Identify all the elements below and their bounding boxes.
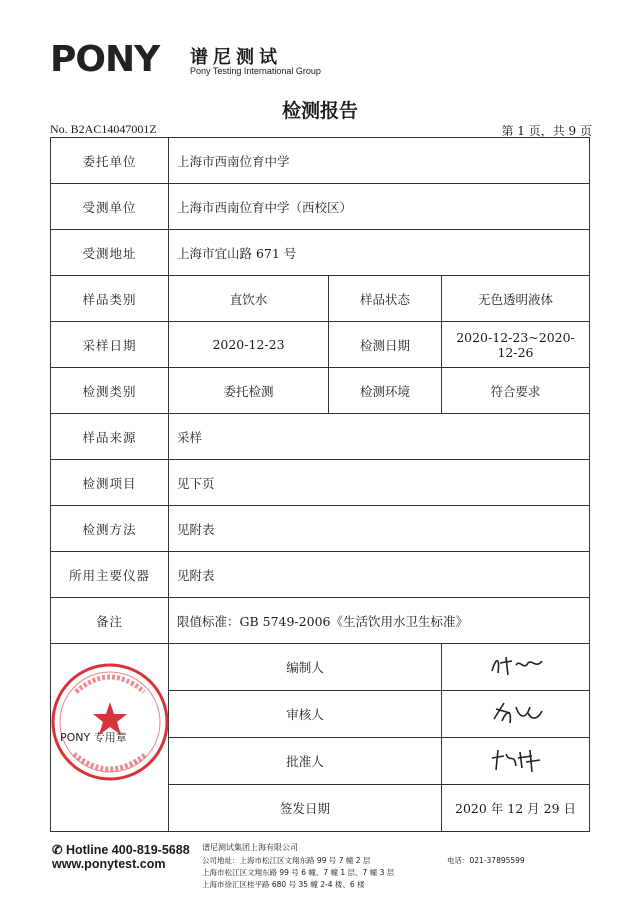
footer-address-3: 上海市徐汇区桂平路 680 号 35 幢 2-4 楼、6 楼 [202, 880, 365, 889]
pony-logo [50, 40, 190, 76]
company-name-en: Pony Testing International Group [190, 66, 321, 76]
table-row [51, 230, 590, 276]
report-title: 检测报告 [281, 100, 358, 122]
instruments-value: 见附表 [169, 552, 590, 598]
approved-by-signature [442, 738, 590, 785]
compiled-by-signature [442, 644, 590, 691]
client-label: 委托单位 [51, 138, 169, 184]
website[interactable]: www.ponytest.com [52, 857, 166, 871]
table-row [51, 552, 590, 598]
footer-company: 谱尼测试集团上海有限公司 [202, 843, 298, 852]
table-row [51, 276, 590, 322]
sample-category-value: 直饮水 [169, 276, 329, 322]
tested-address-value: 上海市宜山路 671 号 [169, 230, 590, 276]
sample-source-value: 采样 [169, 414, 590, 460]
footer-address-1: 公司地址：上海市松江区文翔东路 99 号 7 幢 2 层 [202, 856, 371, 865]
phone-icon: ✆ [52, 843, 63, 857]
sampling-date-value: 2020-12-23 [169, 322, 329, 368]
test-env-label: 检测环境 [329, 368, 442, 414]
test-env-value: 符合要求 [442, 368, 590, 414]
tested-address-label: 受测地址 [51, 230, 169, 276]
issue-date-value: 2020 年 12 月 29 日 [442, 785, 590, 832]
test-date-value: 2020-12-23~2020-12-26 [442, 322, 590, 368]
seal-label: PONY 专用章 [60, 731, 127, 744]
report-number: No. B2AC14047001Z [50, 122, 157, 136]
test-items-label: 检测项目 [51, 460, 169, 506]
test-items-value: 见下页 [169, 460, 590, 506]
issue-date-label: 签发日期 [169, 785, 442, 832]
logo-text: PONY [50, 40, 160, 76]
table-row [51, 184, 590, 230]
tested-unit-label: 受测单位 [51, 184, 169, 230]
sample-state-label: 样品状态 [329, 276, 442, 322]
table-row [51, 598, 590, 644]
footer-phone: 电话：021-37895599 [447, 856, 525, 865]
test-type-value: 委托检测 [169, 368, 329, 414]
test-method-label: 检测方法 [51, 506, 169, 552]
signature-image [486, 653, 546, 679]
test-type-label: 检测类别 [51, 368, 169, 414]
table-row [51, 368, 590, 414]
sample-state-value: 无色透明液体 [442, 276, 590, 322]
reviewed-by-label: 审核人 [169, 691, 442, 738]
hotline [52, 842, 190, 857]
sample-source-label: 样品来源 [51, 414, 169, 460]
signature-image [486, 699, 546, 727]
test-method-value: 见附表 [169, 506, 590, 552]
table-row [51, 322, 590, 368]
company-name-cn: 谱尼测试 [190, 47, 282, 68]
instruments-label: 所用主要仪器 [51, 552, 169, 598]
official-seal [50, 662, 170, 782]
page-info: 第 1 页，共 9 页 [501, 124, 592, 138]
remarks-label: 备注 [51, 598, 169, 644]
tested-unit-value: 上海市西南位育中学（西校区） [169, 184, 590, 230]
compiled-by-label: 编制人 [169, 644, 442, 691]
sample-category-label: 样品类别 [51, 276, 169, 322]
approved-by-label: 批准人 [169, 738, 442, 785]
hotline-text: Hotline 400-819-5688 [65, 843, 190, 857]
signature-image [486, 746, 546, 774]
reviewed-by-signature [442, 691, 590, 738]
table-row [51, 414, 590, 460]
client-value: 上海市西南位育中学 [169, 138, 590, 184]
footer-address-2: 上海市松江区文翔东路 99 号 6 幢、7 幢 1 层、7 幢 3 层 [202, 868, 395, 877]
remarks-value: 限值标准：GB 5749-2006《生活饮用水卫生标准》 [169, 598, 590, 644]
table-row [51, 506, 590, 552]
sampling-date-label: 采样日期 [51, 322, 169, 368]
test-date-label: 检测日期 [329, 322, 442, 368]
table-row [51, 460, 590, 506]
table-row [51, 138, 590, 184]
